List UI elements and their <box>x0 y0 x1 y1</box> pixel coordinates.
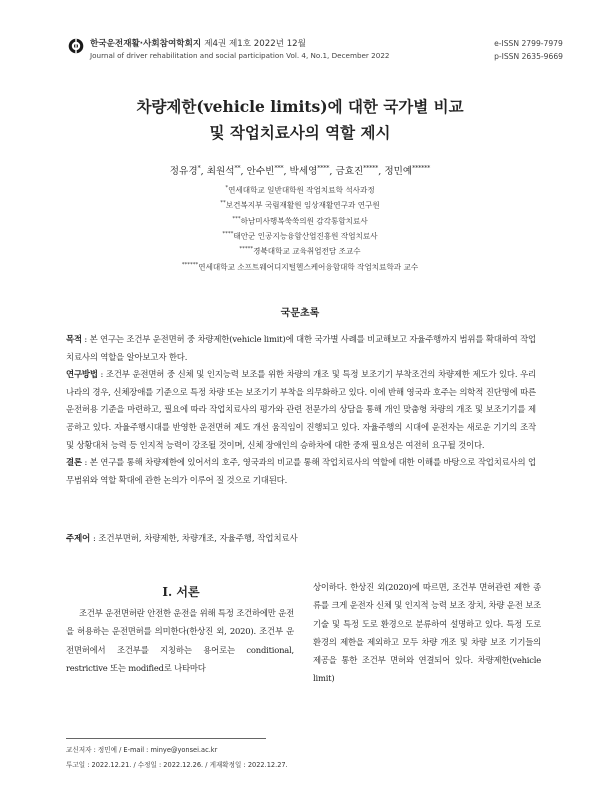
paper-title-line1: 차량제한(vehicle limits)에 대한 국가별 비교 <box>136 97 464 116</box>
affiliation: *연세대학교 일반대학원 작업치료학 석사과정 <box>225 185 375 195</box>
journal-title-english: Journal of driver rehabilitation and social participation Vol. 4, No.1, December 2022 <box>90 51 390 60</box>
keywords-text: : 조건부면허, 차량제한, 차량개조, 자율주행, 작업치료사 <box>90 533 298 543</box>
footnote-divider <box>66 738 266 739</box>
pissn: p-ISSN 2635-9669 <box>494 52 563 61</box>
journal-name-korean: 한국운전재활·사회참여학회지 <box>90 39 202 49</box>
affiliation: *****경북대학교 교육취업전담 조교수 <box>239 246 361 256</box>
author: 금효진***** <box>335 164 379 177</box>
journal-header <box>68 37 563 67</box>
affiliation: ***하남미사행복쑥쑥의원 감각통합치료사 <box>232 215 368 226</box>
paper-title-line2: 및 작업치료사의 역할 제시 <box>209 123 391 142</box>
abstract-purpose: 목적 : 본 연구는 조건부 운전면허 중 차량제한(vehicle limit)에 대한 국가별 사례를 비교해보고 자율주행까지 범위를 확대하여 작업치료사의 역할을 알아보고자 한다. <box>66 334 536 362</box>
affiliation: ******연세대학교 소프트웨어디지털헬스케어융합대학 작업치료학과 교수 <box>181 261 419 272</box>
affiliation-list <box>0 182 600 274</box>
author: 정민예****** <box>384 164 431 177</box>
journal-volume-korean: 제4권 제1호 2022년 12월 <box>204 39 306 49</box>
affiliation: ****태안군 인공지능융합산업진흥원 작업치료사 <box>222 230 378 241</box>
abstract-body <box>66 331 536 489</box>
author: 최원석** <box>206 164 241 177</box>
keywords <box>66 532 298 544</box>
issn-block <box>494 37 563 63</box>
journal-title-korean <box>90 37 306 49</box>
submission-dates-note: 투고일 : 2022.12.21. / 수정일 : 2022.12.26. / 게재확정일 : 2022.12.27. <box>66 761 288 769</box>
corresponding-author-note: 교신저자 : 정민예 / E-mail : minye@yonsei.ac.kr <box>66 746 218 754</box>
abstract-conclusion: 결론 : 본 연구를 통해 차량제한에 있어서의 호주, 영국과의 비교를 통해 작업치료사의 역할에 대한 이해를 바탕으로 작업치료사의 업무범위와 역할 확대에 관한 논의가 이루어 질 것으로 기대된다. <box>66 457 536 485</box>
abstract-heading: 국문초록 <box>280 308 320 319</box>
keywords-label: 주제어 <box>66 533 91 543</box>
author-list: 정유경*, 최원석**, 안수빈***, 박세영****, 금효진*****, 정민예****** <box>169 164 431 177</box>
author: 정유경* <box>169 164 201 177</box>
eissn: e-ISSN 2799-7979 <box>494 39 563 48</box>
body-column-right: 상이하다. 한상진 외(2020)에 따르면, 조건부 면허관련 제한 종류를 크게 운전자 신체 및 인지적 능력 보조 장치, 차량 운전 보조 기술 및 특정 도로 환경으로 분류하여 설명하고 있다. 특정 도로 환경의 제한을 제외하고 모두 차량 개조 및 차량 보조 기기들의 제공을 통한 조건부 면허와 연결되어 있다. 차량제한(vehicle limit) <box>313 582 541 684</box>
affiliation: **보건복지부 국립재활원 임상재활연구과 연구원 <box>220 200 380 210</box>
body-column-left: 조건부 운전면허란 안전한 운전을 위해 특정 조건하에만 운전을 허용하는 운전면허를 의미한다(한상진 외, 2020). 조건부 운전면허에서 조건부를 지칭하는 용어로는 conditional, restrictive 또는 modified로 나타마다 <box>66 608 294 673</box>
section-heading-introduction: Ⅰ. 서론 <box>162 585 200 599</box>
journal-logo-icon <box>68 38 84 54</box>
author: 박세영**** <box>289 164 330 177</box>
abstract-method: 연구방법 : 조건부 운전면허 중 신체 및 인지능력 보조를 위한 차량의 개조 및 특정 보조기기 부착조건의 차량제한 제도가 있다. 우리나라의 경우, 신체장애를 기준으로 특정 차량 또는 보조기기 부착을 의무화하고 있다. 이에 반해 영국과 호주는 의학적 진단명에 따른 운전허용 기준을 마련하고, 필요에 따라 작업치료사의 평가와 관련 전문가의 상담을 통해 개인 맞춤형 차량의 개조 및 보조기기를 제공하고 있다. 자율주행시대를 반영한 운전면허 제도 개선 움직임이 진행되고 있다. 자율주행의 시대에 운전자는 새로운 기기의 조작 및 상황대처 능력 등 인지적 능력이 강조될 것이며, 신체 장애인의 승하차에 대한 중재 필요성은 여전히 요구될 것이다. <box>66 369 536 450</box>
author: 안수빈*** <box>246 164 284 177</box>
